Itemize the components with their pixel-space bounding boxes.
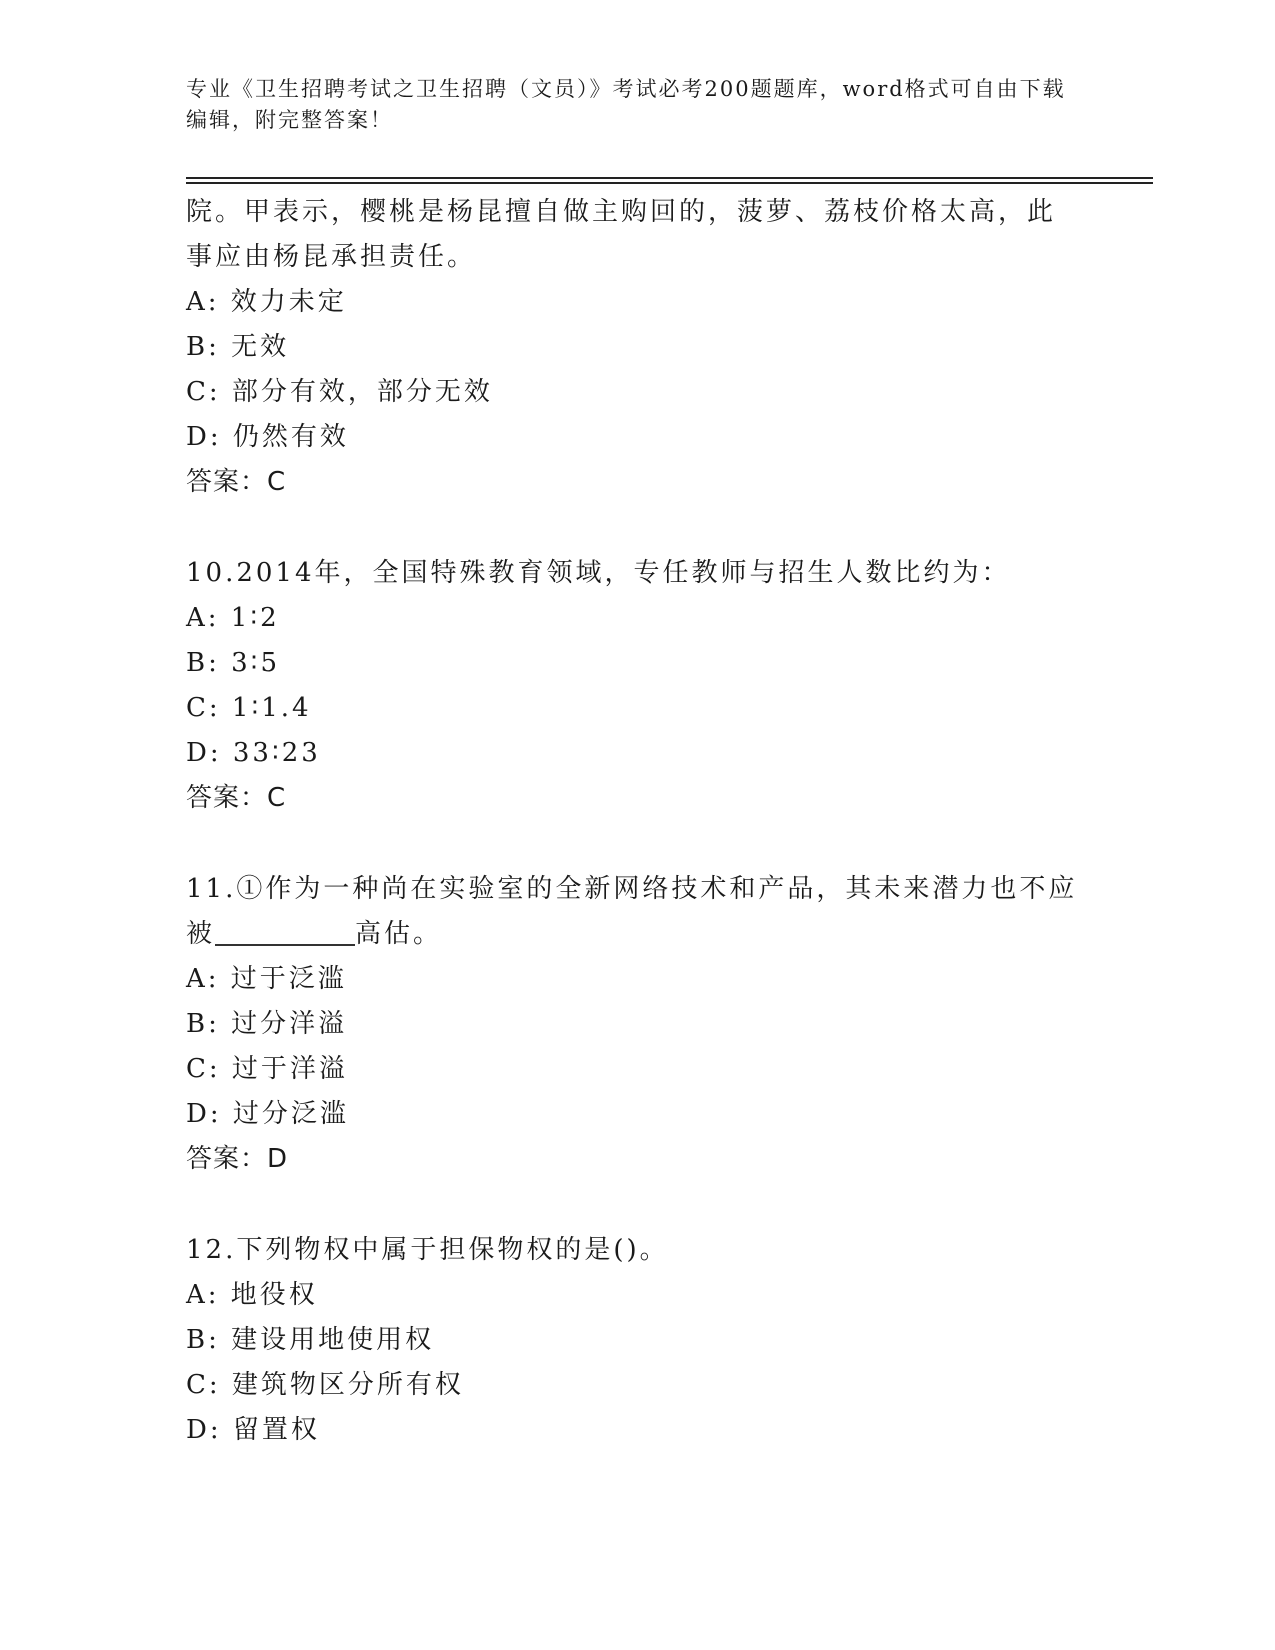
answer-label: 答案：C	[186, 783, 287, 813]
option-b: B: 建设用地使用权	[186, 1325, 435, 1355]
question-11-stem-line2	[186, 912, 1086, 957]
option-c: C: 建筑物区分所有权	[186, 1370, 464, 1400]
question-11-stem: 11.①作为一种尚在实验室的全新网络技术和产品，其未来潜力也不应	[186, 874, 1078, 904]
option-a: A: 地役权	[186, 1280, 318, 1310]
option-d: D: 33∶23	[186, 738, 321, 768]
option-c: C: 1∶1.4	[186, 693, 312, 723]
option-d: D: 仍然有效	[186, 422, 349, 452]
option-a: A: 效力未定	[186, 287, 347, 317]
option-a: A: 过于泛滥	[186, 964, 347, 994]
answer-label: 答案：C	[186, 467, 287, 497]
question-content	[186, 190, 1086, 1453]
stem-suffix: 高估。	[355, 919, 443, 949]
question-text-line: 院。甲表示，樱桃是杨昆擅自做主购回的，菠萝、荔枝价格太高，此	[186, 197, 1057, 227]
header-rule-bottom	[186, 182, 1153, 184]
option-b: B: 过分洋溢	[186, 1009, 348, 1039]
fill-in-blank	[215, 914, 355, 946]
option-a: A: 1∶2	[186, 603, 280, 633]
option-b: B: 3∶5	[186, 648, 280, 678]
answer-label: 答案：D	[186, 1144, 289, 1174]
question-text-line: 事应由杨昆承担责任。	[186, 242, 477, 272]
option-b: B: 无效	[186, 332, 290, 362]
stem-prefix: 被	[186, 919, 216, 949]
document-title: 专业《卫生招聘考试之卫生招聘（文员）》考试必考200题题库，word格式可自由下载编辑，附完整答案！	[186, 77, 1066, 132]
option-c: C: 过于洋溢	[186, 1054, 348, 1084]
option-d: D: 过分泛滥	[186, 1099, 349, 1129]
question-10-stem: 10.2014年，全国特殊教育领域，专任教师与招生人数比约为：	[186, 558, 1011, 588]
option-d: D: 留置权	[186, 1415, 320, 1445]
question-12-stem: 12.下列物权中属于担保物权的是()。	[186, 1235, 669, 1265]
option-c: C: 部分有效，部分无效	[186, 377, 493, 407]
header-rule-top	[186, 177, 1153, 179]
